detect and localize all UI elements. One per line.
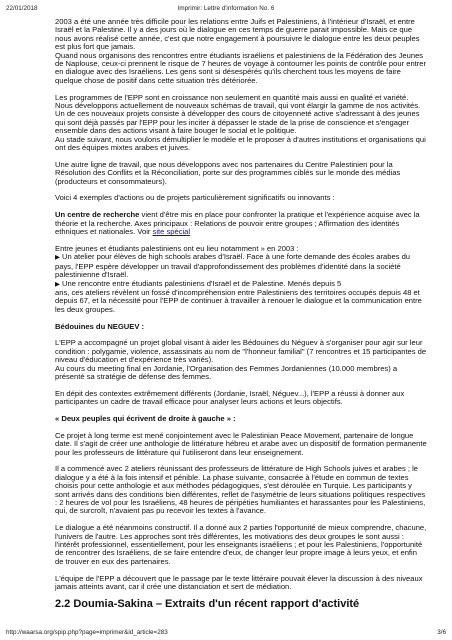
paragraph: Au cours du meeting final en Jordanie, l'Organisation des Femmes Jordaniennes (10.000 membres) a présenté sa stratégie de défense des femmes. — [55, 363, 398, 381]
paragraph: Un de ces nouveaux projets consiste à développer des cours de citoyenneté active s'adressant à des jeunes qui sont déjà passés par l'EPP pour les inciter à dépasser le stade de la prise de conscience et s'engager ensemble dans des actions visant à faire bouger le social et le politique. — [55, 109, 420, 136]
article-body — [55, 18, 427, 611]
paragraph: Le dialogue a été néanmoins constructif. Il a donné aux 2 parties l'opportunité de mieux comprendre, chacune, l'univers de l'autre. Les approches sont très différentes, les motivations des deux groupes le sont aussi : l'intérêt professionnel, essentiellement, pour les enseignants israéliens ; et pour les Palestiniens, l'opportunité de rencontrer des Israéliens, de se faire entendre d'eux, de changer leur propre image à leurs yeux, et enfin de trouver en eux des partenaires. — [55, 523, 427, 566]
print-title: Imprimir: Lettre d'information No. 6 — [177, 5, 275, 12]
bullet-text: Une rencontre entre étudiants palestiniens d'Israël et de Palestine. Menés depuis 5 — [62, 278, 342, 288]
students-intro: Entre jeunes et étudiants palestiniens ont eu lieu notamment » en 2003 : — [55, 243, 299, 253]
paragraph: Ce projet à long terme est mené conjointement avec le Palestinian Peace Movement, partenaire de longue date. Il s'agit de créer une anthologie de littérature hébreu et arabe avec un dispositif de formation permanente pour les professeurs de littérature qui l'utiliseront dans leur enseignement. — [55, 430, 427, 457]
print-header — [6, 4, 446, 14]
paragraph: Une autre ligne de travail, que nous développons avec nos partenaires du Centre Palestinien pour la Résolution des Conflits et la Réconciliation, porte sur des programmes ciblés sur le monde des médias (producteurs et consommateurs). — [55, 159, 401, 186]
paragraph: En dépit des contextes extrêmement différents (Jordanie, Israël, Néguev...), l'EPP a réussi à donner aux participantes un cadre de travail efficace pour analyser leurs actions et leurs objectifs. — [55, 388, 405, 407]
paragraph: Les programmes de l'EPP sont en croissance non seulement en quantité mais aussi en qualité et variété. Nous développons actuellement de nouveaux schémas de travail, qui vont élargir la gamme de nos activités. — [55, 92, 421, 111]
paragraph: 2003 a été une année très difficile pour les relations entre Juifs et Palestiniens, à l'intérieur d'Israël, et entre Israël et la Palestine. Il y a des jours où le dialogue en ces temps de guerre parait impossible. Mais ce que nous avons réalisé cette année, c'est que notre engagement à poursuivre le dialogue entre les deux peuples est plus fort que jamais. — [55, 17, 420, 52]
students-bullet-2-continued: ans, ces ateliers révèlent un fossé d'incompréhension entre Palestiniens des territoires occupés depuis 48 et depuis 67, et la nécessité pour l'EPP de continuer à travailler à renouer le dialogue et la communication entre les deux groupes. — [55, 287, 422, 314]
arrow-bullet-icon: ▶ — [55, 280, 60, 288]
research-center-paragraph — [55, 211, 427, 236]
students-bullet-1 — [55, 253, 427, 279]
print-url: http://waarsa.org/spip.php?page=imprimer&id_article=283 — [6, 629, 168, 636]
paragraph: Voici 4 exemples d'actions ou de projets particulièrement significatifs ou innovants : — [55, 193, 335, 203]
paragraph: L'EPP a accompagné un projet global visant à aider les Bédouines du Néguev à s'organiser pour agir sur leur condition : polygamie, violence, assassinats au nom de "l'honneur familial" (7 rencontres et 15 participantes de niveau d'éducation et d'expérience très variés). — [55, 338, 427, 365]
neguev-heading: Bédouines du NEGUEV : — [55, 321, 145, 331]
arrow-bullet-icon: ▶ — [55, 254, 60, 262]
paragraph: Au stade suivant, nous voulons démultiplier le modèle et le proposer à d'autres institutions et organisations qui ont des équipes mixtes arabes et juives. — [55, 134, 426, 153]
print-footer — [6, 628, 446, 638]
paragraph: Il a commencé avec 2 ateliers réunissant des professeurs de littérature de High Schools juives et arabes ; le dialogue y a été à la fois intensif et pénible. La phase suivante, consacrée à l'étude en commun de textes choisis pour cette anthologie et aux méthodes pédagogiques, s'est déroulée en Turquie. Les participants y sont arrivés dans des conditions bien différentes, reflet de l'asymétrie de leurs situations politiques respectives : 2 heures de vol pour les Israéliens, 48 heures de péripéties humiliantes et harassantes pour les Palestiniens, qui, de surcroît, n'avaient pas pu recevoir les textes à l'avance. — [55, 464, 426, 516]
research-center-heading: Un centre de recherche — [55, 210, 140, 220]
research-center-text: vient d'être mis en place pour confronter la pratique et l'expérience acquise avec la théorie et la recherche. Axes principaux : Relations de pouvoir entre groupes ; Affirmation des identités ethniques et nationales. Voir — [55, 210, 420, 237]
bullet-text: Un atelier pour élèves de high schools arabes d'Israël. Face à une forte demande des écoles arabes du pays, l'EPP espère développer un travail d'approfondissement des problèmes d'identité dans la société palestinienne d'Israël. — [55, 252, 411, 280]
page-number: 3/6 — [437, 629, 446, 636]
special-site-link[interactable]: site spécial — [152, 227, 191, 237]
print-date: 22/01/2018 — [6, 5, 38, 12]
paragraph: Quand nous organisons des rencontres entre étudiants israéliens et palestiniens de la Fédération des Jeunes de Naplouse, ceux-ci prennent le risque de 7 heures de voyage à contourner les points de contrôle pour entrer en dialogue avec des Israéliens. Les gens sont si désespérés qu'ils cherchent tous les moyens de faire quelque chose de positif dans cette situation très détériorée. — [55, 50, 427, 85]
section-heading: 2.2 Doumia-Sakina – Extraits d'un récent rapport d'activité — [55, 598, 360, 611]
two-peoples-heading: « Deux peuples qui écrivent de droite à gauche » : — [55, 413, 236, 423]
paragraph: L'équipe de l'EPP a découvert que le passage par le texte littéraire pouvait élever la discussion à des niveaux jamais atteints avant, car il crée une distanciation et sert de médiation. — [55, 573, 423, 592]
